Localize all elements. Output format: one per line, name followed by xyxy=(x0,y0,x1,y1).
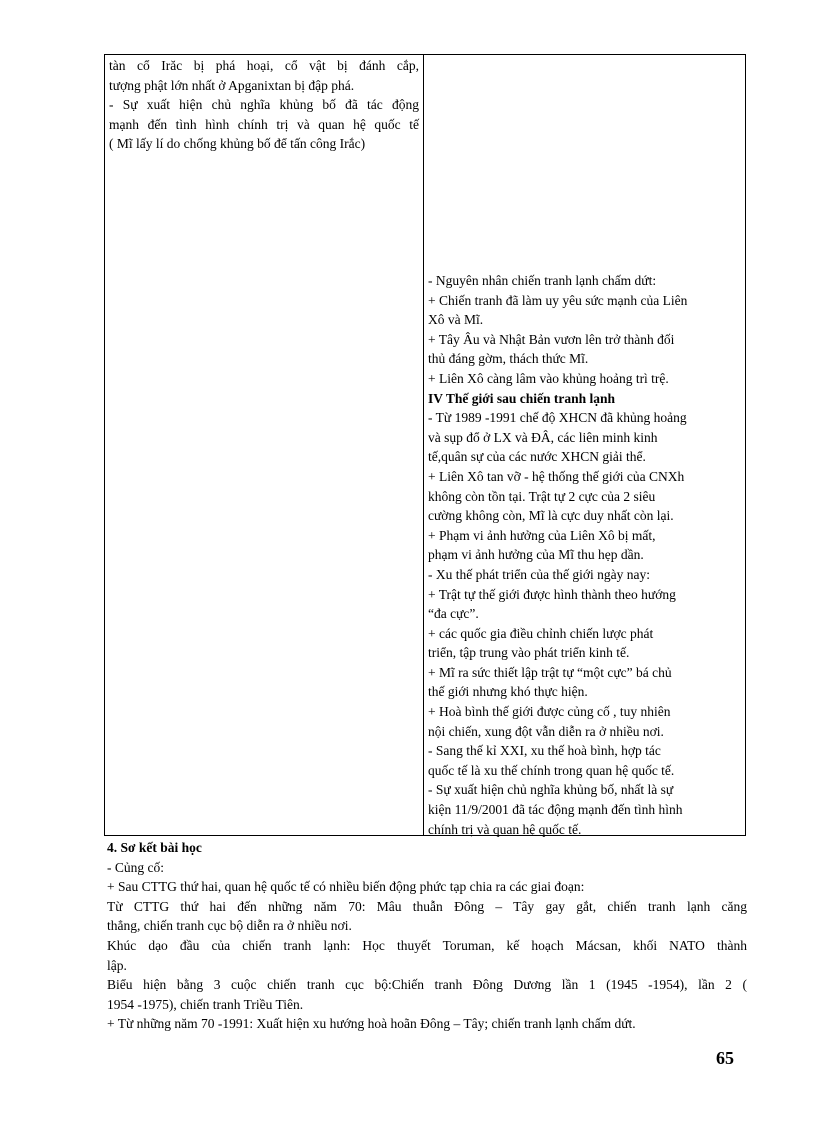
right-text-line: Xô và Mĩ. xyxy=(428,312,484,328)
right-text-line: + Hoà bình thế giới được củng cố , tuy nhiên xyxy=(428,704,671,720)
right-text-line: cường không còn, Mĩ là cực duy nhất còn lại. xyxy=(428,508,674,524)
left-text-line: tượng phật lớn nhất ở Apganixtan bị đập phá. xyxy=(109,77,355,93)
summary-line: - Củng cố: xyxy=(107,859,164,875)
right-text-line: + Liên Xô tan vỡ - hệ thống thế giới của CNXh xyxy=(428,468,685,484)
summary-line: 1954 -1975), chiến tranh Triều Tiên. xyxy=(107,996,304,1012)
right-text-line: “đa cực”. xyxy=(428,606,479,622)
right-text-line: và sụp đổ ở LX và ĐÂ, các liên minh kinh xyxy=(428,429,658,445)
left-text-line: ( Mĩ lấy lí do chống khủng bố để tấn công Irắc) xyxy=(109,136,366,152)
summary-line: Khúc dạo đầu của chiến tranh lạnh: Học thuyết Toruman, kế hoạch Mácsan, khối NATO thành xyxy=(107,937,747,953)
right-text-line: tế,quân sự của các nước XHCN giải thể. xyxy=(428,449,646,465)
right-text-line: - Từ 1989 -1991 chế độ XHCN đã khủng hoảng xyxy=(428,410,687,426)
summary-line: Từ CTTG thứ hai đến những năm 70: Mâu thuẫn Đông – Tây gay gắt, chiến tranh lạnh căng xyxy=(107,898,747,914)
right-text-line: + Phạm vi ảnh hưởng của Liên Xô bị mất, xyxy=(428,527,656,543)
right-text-line: kiện 11/9/2001 đã tác động mạnh đến tình hình xyxy=(428,802,683,818)
summary-section xyxy=(107,838,747,1034)
summary-line: lập. xyxy=(107,957,127,973)
summary-line: + Từ những năm 70 -1991: Xuất hiện xu hướng hoà hoãn Đông – Tây; chiến tranh lạnh chấm dứt. xyxy=(107,1016,636,1032)
summary-heading: 4. Sơ kết bài học xyxy=(107,840,202,855)
right-text-line: + Mĩ ra sức thiết lập trật tự “một cực” bá chủ xyxy=(428,664,672,680)
right-text-line: + Tây Âu và Nhật Bản vươn lên trở thành đối xyxy=(428,331,675,347)
right-text-line: thủ đáng gờm, thách thức Mĩ. xyxy=(428,351,589,367)
right-text-line: + Chiến tranh đã làm uy yêu sức mạnh của Liên xyxy=(428,292,688,308)
table-left-column xyxy=(105,55,424,835)
table-right-column xyxy=(424,55,745,835)
right-text-line: + Liên Xô càng lâm vào khủng hoảng trì trệ. xyxy=(428,370,669,386)
summary-line: + Sau CTTG thứ hai, quan hệ quốc tế có nhiều biến động phức tạp chia ra các giai đoạn: xyxy=(107,879,585,895)
summary-line: thẳng, chiến tranh cục bộ diễn ra ở nhiều nơi. xyxy=(107,918,352,934)
section-heading: IV Thế giới sau chiến tranh lạnh xyxy=(428,390,616,406)
left-text-line: mạnh đến tình hình chính trị và quan hệ quốc tế xyxy=(109,116,419,132)
right-text-line: - Nguyên nhân chiến tranh lạnh chấm dứt: xyxy=(428,273,657,288)
right-text-line: + Trật tự thế giới được hình thành theo hướng xyxy=(428,586,676,602)
page-number: 65 xyxy=(716,1048,734,1068)
right-text-line: chính trị và quan hệ quốc tế. xyxy=(428,821,582,837)
right-text-line: nội chiến, xung đột vẫn diễn ra ở nhiều nơi. xyxy=(428,723,664,739)
right-text-line: quốc tế là xu thế chính trong quan hệ quốc tế. xyxy=(428,762,675,778)
right-text-line: phạm vi ảnh hưởng của Mĩ thu hẹp dần. xyxy=(428,547,644,563)
right-text-line: thế giới nhưng khó thực hiện. xyxy=(428,684,588,700)
right-text-line: không còn tồn tại. Trật tự 2 cực của 2 siêu xyxy=(428,488,656,504)
right-text-line: + các quốc gia điều chỉnh chiến lược phát xyxy=(428,625,654,641)
left-text-line: - Sự xuất hiện chủ nghĩa khủng bố đã tác động xyxy=(109,97,419,113)
right-text-line: - Sang thế kỉ XXI, xu thế hoà bình, hợp tác xyxy=(428,743,661,759)
right-text-line: triển, tập trung vào phát triển kinh tế. xyxy=(428,645,630,661)
right-text-line: - Sự xuất hiện chủ nghĩa khủng bố, nhất là sự xyxy=(428,782,674,798)
content-table xyxy=(104,54,746,836)
left-text-line: tàn cổ Irăc bị phá hoại, cổ vật bị đánh cắp, xyxy=(109,58,419,73)
summary-line: Biểu hiện bằng 3 cuộc chiến tranh cục bộ:Chiến tranh Đông Dương lần 1 (1945 -1954), lần 2 ( xyxy=(107,977,747,993)
right-text-line: - Xu thế phát triển của thế giới ngày nay: xyxy=(428,566,650,582)
